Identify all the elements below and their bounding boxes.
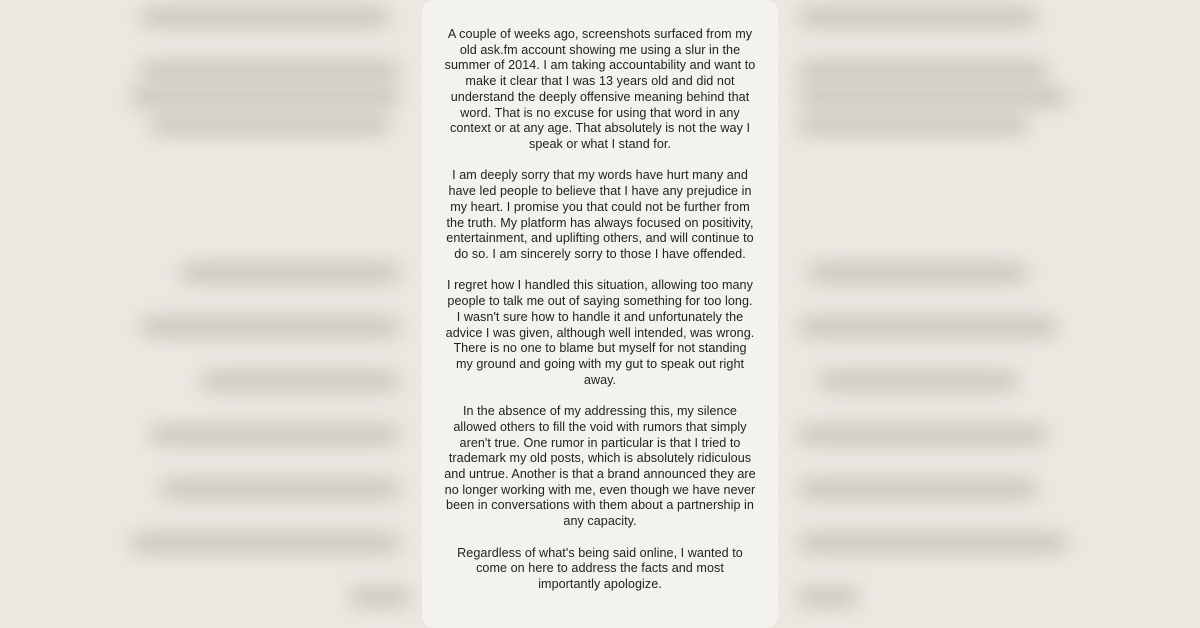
blurred-text-line (180, 264, 400, 282)
blurred-text-line (140, 62, 400, 80)
blurred-text-line (798, 534, 1068, 552)
blurred-text-line (798, 116, 1028, 134)
blurred-text-line (150, 426, 400, 444)
blurred-text-line (350, 588, 410, 606)
statement-paragraph-5: Regardless of what's being said online, I wanted to come on here to address the facts and most importantly apologize. (457, 545, 743, 591)
blurred-text-line (798, 480, 1038, 498)
statement-paragraph-4: In the absence of my addressing this, my silence allowed others to fill the void with rumors that simply aren't true. One rumor in particular is that I tried to trademark my old posts, which is absolutely ridiculous and untrue. Another is that a brand announced they are no longer working with me, even though we have never been in conversations with them about a partnership in any capacity. (444, 404, 756, 529)
blurred-text-line (150, 116, 390, 134)
blurred-text-line (798, 8, 1038, 26)
blurred-background-right (778, 0, 1200, 628)
blurred-text-line (798, 426, 1048, 444)
blurred-text-line (798, 318, 1058, 336)
blurred-text-line (160, 480, 400, 498)
statement-paragraph-1: A couple of weeks ago, screenshots surfaced from my old ask.fm account showing me using a slur in the summer of 2014. I am taking accountability and want to make it clear that I was 13 years old and did not understand the deeply offensive meaning behind that word. That is no excuse for using that word in any context or at any age. That absolutely is not the way I speak or what I stand for. (444, 27, 756, 151)
blurred-text-line (130, 534, 400, 552)
blurred-text-line (140, 8, 390, 26)
blurred-text-line (798, 88, 1068, 106)
blurred-text-line (140, 318, 400, 336)
blurred-text-line (808, 264, 1028, 282)
blurred-text-line (798, 62, 1048, 80)
statement-paragraph-2: I am deeply sorry that my words have hurt many and have led people to believe that I have any prejudice in my heart. I promise you that could not be further from the truth. My platform has always focused on positivity, entertainment, and uplifting others, and will continue to do so. I am sincerely sorry to those I have offended. (446, 168, 754, 261)
blurred-text-line (818, 372, 1018, 390)
blurred-text-line (130, 88, 400, 106)
blurred-text-line (200, 372, 400, 390)
blurred-text-line (798, 588, 858, 606)
statement-panel (422, 0, 778, 628)
statement-paragraph-3: I regret how I handled this situation, allowing too many people to talk me out of saying something for too long. I wasn't sure how to handle it and unfortunately the advice I was given, although well intended, was wrong. There is no one to blame but myself for not standing my ground and going with my gut to speak out right away. (445, 278, 755, 387)
blurred-background-left (0, 0, 422, 628)
